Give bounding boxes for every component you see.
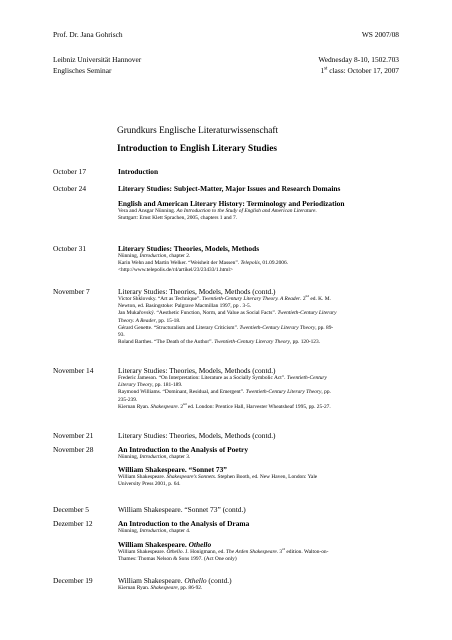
header-line-1 xyxy=(53,30,399,39)
session-topic: Literary Studies: Theories, Models, Methods (contd.) xyxy=(118,431,276,440)
session-date: December 19 xyxy=(53,576,93,585)
reading: William Shakespeare. Othello. J. Honigmann, ed. The Arden Shakespeare. 3rd edition. Walton-on- xyxy=(118,547,329,556)
session-body xyxy=(118,519,401,564)
session-topic: William Shakespeare. “Sonnet 73” (contd.) xyxy=(118,505,246,514)
session-date: November 28 xyxy=(53,445,94,454)
session-body xyxy=(118,505,401,514)
course-title: Grundkurs Englische Literaturwissenschaft xyxy=(117,126,279,136)
reading-url: <http://www.telepolis.de/r4/artikel/23/23433/1.html> xyxy=(118,267,233,274)
university-name: Leibniz Universität Hannover xyxy=(53,55,142,64)
course-subtitle: Introduction to English Literary Studies xyxy=(117,144,277,154)
reading: 93. xyxy=(118,332,125,339)
session-date: October 24 xyxy=(53,184,87,193)
reading: Nünning, Introduction, chapter 2. xyxy=(118,253,191,259)
session-date: Dezember 12 xyxy=(53,519,93,528)
session-topic: Literary Studies: Theories, Models, Methods (contd.) xyxy=(118,366,276,375)
first-class-date: 1st class: October 17, 2007 xyxy=(320,66,399,75)
session-topic: Literary Studies: Subject-Matter, Major Issues and Research Domains xyxy=(118,184,341,193)
session-topic: An Introduction to the Analysis of Poetry xyxy=(118,445,249,454)
reading: Vera and Ansgar Nünning. An Introduction to the Study of English and American Literature. xyxy=(118,208,317,214)
session-topic: An Introduction to the Analysis of Drama xyxy=(118,519,250,528)
session-date: November 21 xyxy=(53,431,94,440)
session-date: December 5 xyxy=(53,505,89,514)
session-date: November 14 xyxy=(53,366,94,375)
time-room: Wednesday 8-10, 1502.703 xyxy=(318,55,399,64)
reading: Kiernan Ryan. Shakespeare, pp. 86-92. xyxy=(118,585,203,591)
session-topic: Introduction xyxy=(118,167,159,176)
session-date: November 7 xyxy=(53,287,90,296)
department-name: Englisches Seminar xyxy=(53,66,112,75)
session-body xyxy=(118,184,401,222)
session-date: October 31 xyxy=(53,244,87,253)
reading: Gérard Genette. “Structuralism and Literary Criticism”. Twentieth-Century Literary Theory, pp. 89- xyxy=(118,324,334,331)
author-name: Prof. Dr. Jana Gohrisch xyxy=(53,30,123,39)
reading: 235-239. xyxy=(118,396,138,403)
reading: Frederic Jameson. “On Interpretation: Literature as a Socially Symbolic Act”. Twentieth-Century xyxy=(118,375,327,381)
reading: Thames: Thomas Nelson & Sons 1997. (Act One only) xyxy=(118,556,237,563)
session-topic-secondary: English and American Literary History: Terminology and Periodization xyxy=(118,199,345,208)
session-topic: Literary Studies: Theories, Models, Methods xyxy=(118,244,260,253)
session-topic-secondary: William Shakespeare. Othello xyxy=(118,540,212,550)
reading: Raymond Williams. “Dominant, Residual, and Emergent”. Twentieth-Century Literary Theory, pp. xyxy=(118,389,331,396)
session-body xyxy=(118,167,401,176)
header-line-3 xyxy=(53,66,399,75)
reading: Karin Wehn and Martin Welker. “Weisheit der Massen”. Telepolis, 01.09.2006. xyxy=(118,260,289,267)
reading: Nünning, Introduction, chapter 4. xyxy=(118,528,191,534)
reading: Roland Barthes. “The Death of the Author”. Twentieth-Century Literary Theory, pp. 120-123. xyxy=(118,339,321,346)
reading: University Press 2001, p. 64. xyxy=(118,481,181,488)
reading: Theory. A Reader, pp. 15-18. xyxy=(118,317,181,324)
session-topic: William Shakespeare. Othello (contd.) xyxy=(118,576,232,585)
session-topic: Literary Studies: Theories, Models, Methods (contd.) xyxy=(118,287,276,296)
header-line-2 xyxy=(53,55,399,64)
session-body xyxy=(118,244,401,275)
session-body xyxy=(118,366,401,411)
session-body xyxy=(118,576,401,592)
session-date: October 17 xyxy=(53,167,87,176)
reading: Kiernan Ryan. Shakespeare. 2nd ed. London: Prentice Hall, Harvester Wheatsheaf 1995, pp. 25-27. xyxy=(118,402,331,410)
reading: Newton, ed. Basingstoke: Palgrave Macmillan 1997, pp . 3-5. xyxy=(118,303,252,310)
session-body xyxy=(118,287,401,346)
reading: William Shakespeare. Shakespeare’s Sonnets. Stephen Booth, ed. New Haven, London: Yale xyxy=(118,474,318,481)
semester: WS 2007/08 xyxy=(361,30,399,39)
reading: Stuttgart: Ernst Klett Sprachen, 2005, chapters 1 and 7. xyxy=(118,215,238,222)
reading: Nünning, Introduction, chapter 3. xyxy=(118,454,191,460)
reading: Literary Theory, pp. 181-189. xyxy=(118,382,183,389)
session-body xyxy=(118,431,401,440)
session-body xyxy=(118,445,401,489)
reading: Jan Mukařovský. “Aesthetic Function, Norm, and Value as Social Facts”. Twentieth-Century Literary xyxy=(118,310,337,317)
session-topic-secondary: William Shakespeare. “Sonnet 73” xyxy=(118,465,227,475)
reading: Victor Shklovsky. “Art as Technique”. Twentieth-Century Literary Theory. A Reader. 2nd ed. K. M. xyxy=(118,294,331,302)
